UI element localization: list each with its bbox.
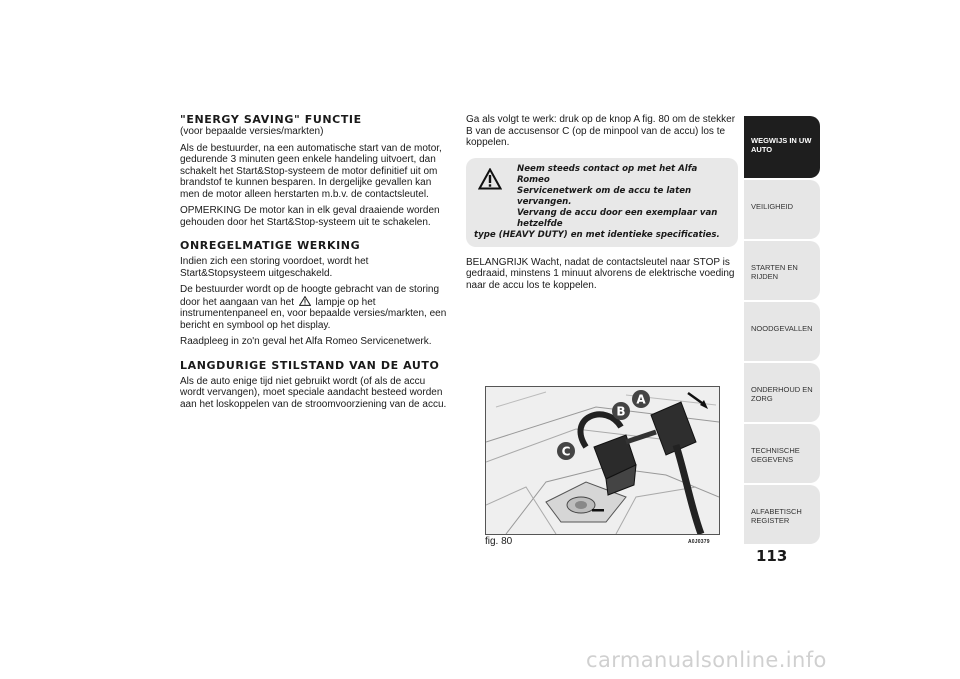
watermark: carmanualsonline.info	[586, 648, 827, 672]
warning-box	[466, 158, 738, 247]
warning-text-line: Neem steeds contact op met het Alfa Romeo	[517, 163, 698, 185]
warning-triangle-icon	[478, 168, 502, 190]
left-column	[180, 114, 452, 415]
paragraph-note: OPMERKING De motor kan in elk geval draaiende worden gehouden door het Start&Stop-systeem uit te schakelen.	[180, 205, 440, 228]
tab-label: NOODGEVALLEN	[751, 324, 813, 333]
tab-onderhoud-en-zorg[interactable]	[744, 363, 820, 422]
tab-noodgevallen[interactable]	[744, 302, 820, 361]
warning-text-line: Servicenetwerk om de accu te laten vervangen.	[517, 185, 692, 207]
paragraph: Raadpleeg in zo'n geval het Alfa Romeo Servicenetwerk.	[180, 336, 432, 347]
figure-code: A0J0379	[688, 539, 710, 545]
tab-label: STARTEN EN RIJDEN	[751, 263, 798, 281]
callout-a	[632, 390, 650, 408]
paragraph: Indien zich een storing voordoet, wordt het Start&Stopsysteem uitgeschakeld.	[180, 256, 369, 279]
tab-wegwijs[interactable]	[744, 116, 820, 178]
callout-b	[612, 402, 630, 420]
svg-text:B: B	[616, 404, 626, 419]
heading-energy-saving: "ENERGY SAVING" FUNCTIE	[180, 113, 362, 126]
tab-veiligheid[interactable]	[744, 180, 820, 239]
figure-battery-sensor	[485, 386, 720, 535]
svg-text:A: A	[636, 392, 646, 407]
tab-label: ALFABETISCH REGISTER	[751, 507, 802, 525]
paragraph-part: De bestuurder wordt op de hoogte gebracht van de storing door het aangaan van het	[180, 284, 440, 308]
callout-c	[557, 442, 575, 460]
heading-subtitle: (voor bepaalde versies/markten)	[180, 126, 324, 137]
paragraph-instructions: Ga als volgt te werk: druk op de knop A fig. 80 om de stekker B van de accusensor C (op de minpool van de accu) los te koppelen.	[466, 114, 736, 148]
tab-starten-en-rijden[interactable]	[744, 241, 820, 300]
svg-text:C: C	[561, 444, 571, 459]
paragraph-important: BELANGRIJK Wacht, nadat de contactsleutel naar STOP is gedraaid, minstens 1 minuut alvorens de elektrische voeding naar de accu los te koppelen.	[466, 256, 735, 291]
warning-triangle-icon	[299, 296, 311, 306]
tab-label: TECHNISCHE GEGEVENS	[751, 446, 800, 464]
paragraph: Als de bestuurder, na een automatische start van de motor, gedurende 3 minuten geen enkele handeling uitvoert, dan schakelt het Start&Stop-systeem de motor definitief uit om brandstof te kunnen besparen. In dergelijke gevallen kan men de motor alleen herstarten m.b.v. de contactsleutel.	[180, 142, 442, 200]
paragraph-part: lampje op het instrumentenpaneel en, voor bepaalde versies/markten, een bericht en symbool op het display.	[180, 296, 447, 331]
tab-label: WEGWIJS IN UW AUTO	[751, 136, 812, 154]
right-column	[466, 114, 738, 296]
heading-long-standstill: LANGDURIGE STILSTAND VAN DE AUTO	[180, 358, 440, 372]
page-number: 113	[756, 547, 788, 565]
paragraph-warning-lamp	[180, 284, 452, 331]
tab-alfabetisch-register[interactable]	[744, 485, 820, 544]
tab-label: VEILIGHEID	[751, 202, 794, 211]
paragraph: Als de auto enige tijd niet gebruikt wordt (of als de accu wordt vervangen), moet speciale aandacht besteed worden aan het loskoppelen van de stroomvoorziening van de accu.	[180, 375, 447, 410]
heading-irregular-operation: ONREGELMATIGE WERKING	[180, 239, 361, 252]
tab-technische-gegevens[interactable]	[744, 424, 820, 483]
battery-sensor-illustration	[486, 387, 719, 534]
minus-terminal-mark	[592, 509, 604, 512]
warning-text-line: type (HEAVY DUTY) en met identieke specificaties.	[474, 229, 720, 240]
warning-text-line: Vervang de accu door een exemplaar van hetzelfde	[517, 207, 718, 229]
tab-label: ONDERHOUD EN ZORG	[751, 385, 813, 403]
figure-caption: fig. 80	[485, 536, 513, 547]
chapter-tabs	[744, 116, 820, 546]
